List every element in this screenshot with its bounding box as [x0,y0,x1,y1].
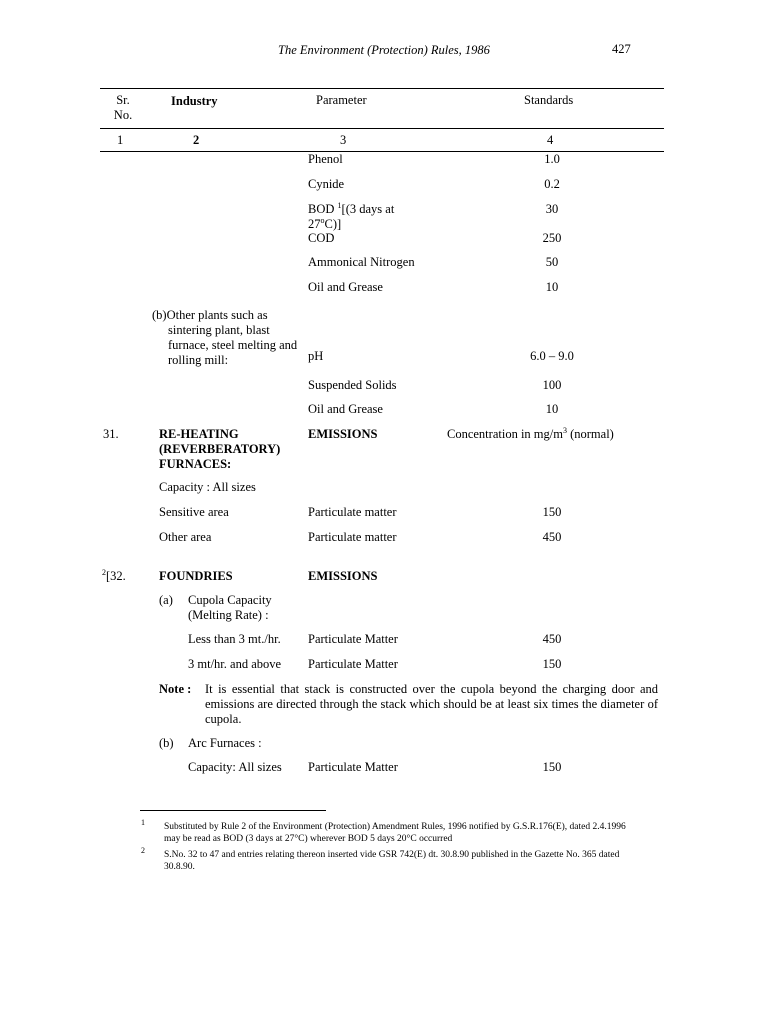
footnote-1-number: 1 [141,818,145,827]
arc-furnaces: Arc Furnaces : [188,736,262,750]
param-3-and-above: Particulate Matter [308,657,398,671]
param-oil-grease-b: Oil and Grease [308,402,383,416]
note-label: Note : [159,682,192,696]
industry-reheating-furnaces: RE-HEATING (REVERBERATORY) FURNACES: [159,427,281,471]
footnote-rule [140,810,326,811]
footnote-2-number: 2 [141,846,145,855]
param-suspended-solids: Suspended Solids [308,378,397,392]
col-header-standards: Standards [524,93,574,107]
param-phenol: Phenol [308,152,343,166]
std-sensitive-area: 150 [542,505,562,519]
param-other-area: Particulate matter [308,530,397,544]
footnote-2-text: S.No. 32 to 47 and entries relating thereon inserted vide GSR 742(E) dt. 30.8.90 published in the Gazette No. 365 dated 30.8.90. [164,850,620,872]
col-number-4: 4 [547,133,554,147]
table-top-rule [100,88,664,89]
arc-label: (b) [159,736,174,750]
std-suspended-solids: 100 [542,378,562,392]
param-arc-capacity: Particulate Matter [308,760,398,774]
industry-arc-capacity: Capacity: All sizes [188,760,282,774]
industry-foundries: FOUNDRIES [159,569,233,583]
std-bod: 30 [545,202,559,216]
capacity-all-sizes-31: Capacity : All sizes [159,480,256,494]
param-sensitive-area: Particulate matter [308,505,397,519]
param-cynide: Cynide [308,177,345,191]
page-number: 427 [612,42,631,56]
header-rule [100,128,664,129]
cupola-capacity: Cupola Capacity (Melting Rate) : [188,593,272,622]
param-bod: BOD $^1$[(3 days at 27$^o$C)] [308,200,395,231]
industry-3-and-above: 3 mt/hr. and above [188,657,282,671]
std-ph: 6.0 – 9.0 [530,349,574,363]
sr-no-31: 31. [103,427,119,441]
col-number-3: 3 [340,133,347,147]
std-ammonical-nitrogen: 50 [545,255,559,269]
param-ph: pH [308,349,324,363]
std-cynide: 0.2 [544,177,560,191]
param-emissions-31: EMISSIONS [308,427,378,441]
param-emissions-32: EMISSIONS [308,569,378,583]
std-cod: 250 [542,231,562,245]
sr-no-32: $^2$[32. [102,567,126,583]
industry-less-than-3: Less than 3 mt./hr. [188,632,281,646]
param-ammonical-nitrogen: Ammonical Nitrogen [308,255,415,269]
running-title: The Environment (Protection) Rules, 1986 [278,43,490,57]
industry-sensitive-area: Sensitive area [159,505,229,519]
std-less-than-3: 450 [542,632,562,646]
note-text: It is essential that stack is constructed over the cupola beyond the charging door and emissions are directed through the stack which should be at least six times the diameter of cupola. [205,682,658,726]
col-header-parameter: Parameter [316,93,367,107]
industry-other-area: Other area [159,530,212,544]
col-number-1: 1 [117,133,124,147]
param-cod: COD [308,231,335,245]
std-oil-grease-b: 10 [545,402,559,416]
std-other-area: 450 [542,530,562,544]
cupola-label: (a) [159,593,173,607]
std-oil-grease-a: 10 [545,280,559,294]
param-oil-grease-a: Oil and Grease [308,280,383,294]
std-3-and-above: 150 [542,657,562,671]
std-arc-capacity: 150 [542,760,562,774]
col-header-sr-no: Sr. No. [113,93,133,122]
col-number-2: 2 [193,133,200,147]
industry-other-plants: (b)Other plants such as sintering plant, blast furnace, steel melting and rolling mill: [152,308,298,367]
col-header-industry: Industry [171,94,218,108]
std-concentration-header: Concentration in $mg/m^3$ (normal) [447,425,614,441]
param-less-than-3: Particulate Matter [308,632,398,646]
footnote-1-text: Substituted by Rule 2 of the Environment (Protection) Amendment Rules, 1996 notified by G.S.R.176(E), dated 2.4.1996 may be read as BOD (3 days at 27°C) wherever BOD 5 days 20°C occurred [164,822,626,844]
std-phenol: 1.0 [544,152,560,166]
